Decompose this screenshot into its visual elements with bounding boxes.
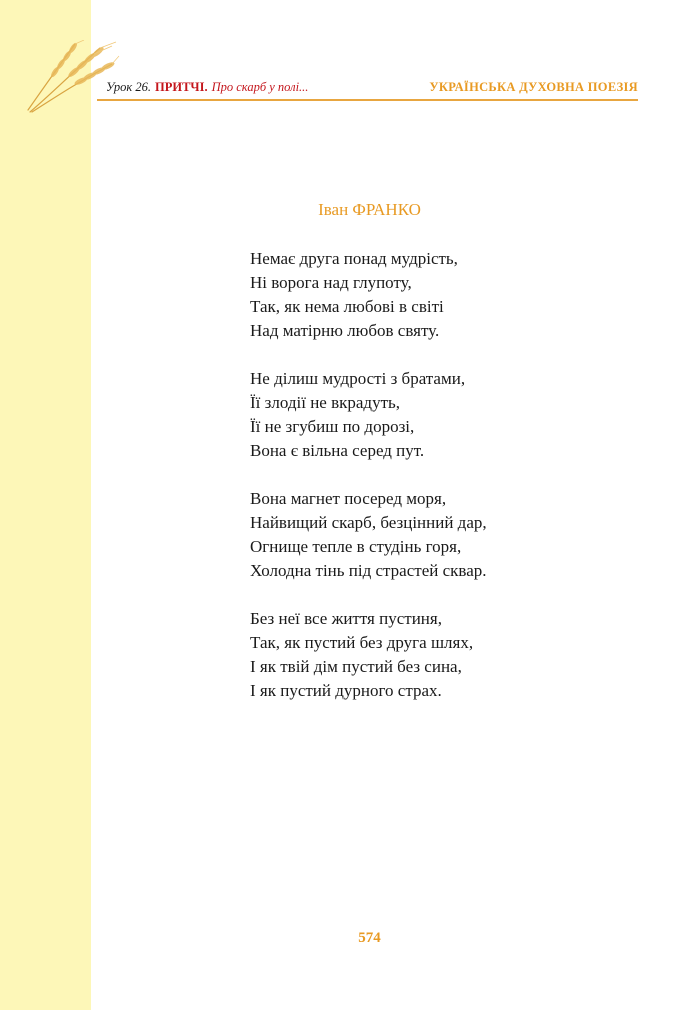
- poem-line: Так, як пустий без друга шлях,: [250, 633, 474, 652]
- poem-author: Іван ФРАНКО: [318, 200, 421, 219]
- page-number: 574: [358, 930, 381, 946]
- lesson-heading: [106, 80, 308, 95]
- header-divider: [97, 99, 638, 101]
- poem-line: І як твій дім пустий без сина,: [250, 657, 462, 676]
- poem-line: Огнище тепле в студінь горя,: [250, 537, 462, 556]
- poem-line: Над матірню любов святу.: [250, 321, 440, 340]
- poem-body: [250, 247, 630, 727]
- poem-line: Не ділиш мудрості з братами,: [250, 369, 466, 388]
- poem-line: Так, як нема любові в світі: [250, 297, 444, 316]
- wheat-ears-icon: [20, 40, 120, 115]
- stanza: [250, 487, 630, 583]
- poem-line: Без неї все життя пустиня,: [250, 609, 442, 628]
- poem-line: І як пустий дурного страх.: [250, 681, 442, 700]
- running-header: [106, 80, 638, 100]
- poem-line: Ні ворога над глупоту,: [250, 273, 412, 292]
- lesson-number: Урок 26.: [106, 80, 152, 94]
- margin-strip: [0, 0, 91, 1010]
- stanza: [250, 247, 630, 343]
- poem-line: Її злодії не вкрадуть,: [250, 393, 400, 412]
- poem-line: Найвищий скарб, безцінний дар,: [250, 513, 487, 532]
- poem-line: Немає друга понад мудрість,: [250, 249, 458, 268]
- poem-line: Вона магнет посеред моря,: [250, 489, 447, 508]
- section-title: ПРИТЧІ.: [155, 80, 208, 94]
- stanza: [250, 607, 630, 703]
- topic-title: Про скарб у полі...: [211, 80, 309, 94]
- poem-line: Її не згубиш по дорозі,: [250, 417, 415, 436]
- stanza: [250, 367, 630, 463]
- poem-line: Холодна тінь під страстей сквар.: [250, 561, 487, 580]
- poem-line: Вона є вільна серед пут.: [250, 441, 425, 460]
- running-title: УКРАЇНСЬКА ДУХОВНА ПОЕЗІЯ: [429, 80, 638, 94]
